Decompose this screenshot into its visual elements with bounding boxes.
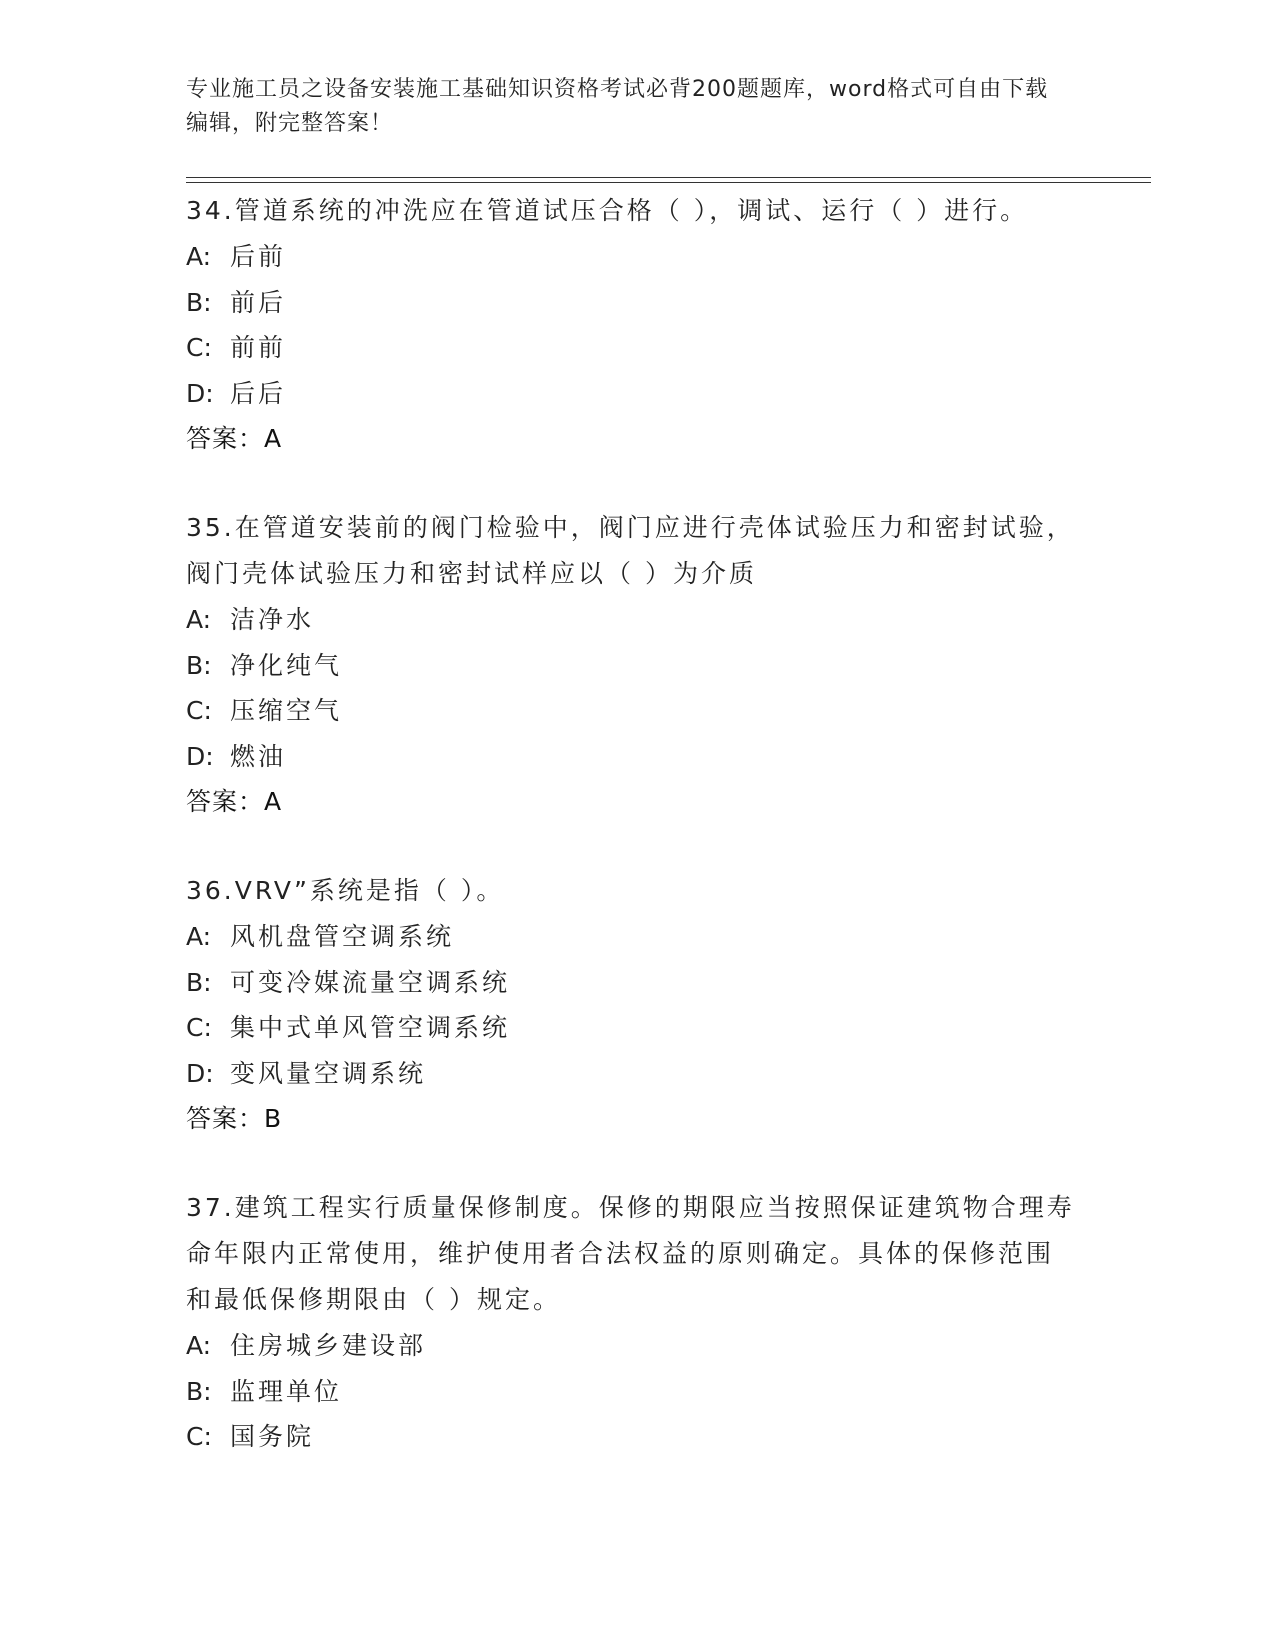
option-text: 变风量空调系统 [230, 1058, 427, 1088]
option-letter: C: [186, 333, 212, 362]
option-d [186, 371, 1076, 417]
option-text: 后后 [230, 378, 287, 408]
option-c [186, 1414, 1076, 1460]
option-text: 前后 [230, 287, 287, 317]
answer-value: A [264, 787, 283, 816]
option-text: 压缩空气 [230, 696, 343, 725]
option-letter: B: [186, 1376, 212, 1406]
question-stem: 36.VRV”系统是指（ ）。 [186, 876, 505, 905]
question-36 [186, 868, 1076, 1142]
question-34 [186, 188, 1076, 462]
option-a [186, 234, 1076, 280]
option-b [186, 280, 1076, 326]
option-a [186, 914, 1076, 960]
option-letter: D: [186, 378, 214, 408]
header-divider-bottom [186, 182, 1151, 183]
option-b [186, 1369, 1076, 1415]
option-text: 净化纯气 [230, 650, 343, 680]
option-b [186, 960, 1076, 1006]
question-list [186, 188, 1076, 1503]
question-stem: 34.管道系统的冲洗应在管道试压合格（ ），调试、运行（ ）进行。 [186, 196, 1029, 225]
option-text: 燃油 [230, 741, 287, 771]
option-text: 监理单位 [230, 1376, 343, 1406]
option-c [186, 688, 1076, 734]
option-a [186, 597, 1076, 643]
option-letter: B: [186, 650, 212, 680]
option-letter: A: [186, 242, 212, 271]
option-c [186, 1005, 1076, 1051]
question-37 [186, 1185, 1076, 1460]
option-text: 后前 [230, 242, 287, 271]
option-text: 国务院 [230, 1422, 315, 1451]
option-text: 风机盘管空调系统 [230, 922, 455, 951]
option-text: 住房城乡建设部 [230, 1331, 427, 1360]
question-stem: 37.建筑工程实行质量保修制度。保修的期限应当按照保证建筑物合理寿命年限内正常使用，维护使用者合法权益的原则确定。具体的保修范围和最低保修期限由（ ）规定。 [186, 1193, 1075, 1314]
answer-line [186, 779, 1076, 825]
document-header: 专业施工员之设备安装施工基础知识资格考试必背200题题库，word格式可自由下载编辑，附完整答案！ [186, 77, 1049, 136]
answer-label: 答案： [186, 1104, 265, 1133]
option-letter: C: [186, 696, 212, 725]
answer-value: B [264, 1104, 283, 1133]
option-letter: C: [186, 1013, 212, 1042]
option-c [186, 325, 1076, 371]
option-d [186, 734, 1076, 780]
option-letter: B: [186, 967, 212, 997]
option-text: 洁净水 [230, 605, 315, 634]
answer-label: 答案： [186, 424, 265, 453]
answer-line [186, 1096, 1076, 1142]
header-divider-top [186, 177, 1151, 178]
option-text: 集中式单风管空调系统 [230, 1013, 511, 1042]
option-text: 可变冷媒流量空调系统 [230, 967, 511, 997]
question-35 [186, 505, 1076, 825]
answer-line [186, 416, 1076, 462]
option-b [186, 643, 1076, 689]
option-a [186, 1323, 1076, 1369]
option-letter: A: [186, 922, 212, 951]
answer-label: 答案： [186, 787, 265, 816]
option-letter: C: [186, 1422, 212, 1451]
option-letter: B: [186, 287, 212, 317]
option-d [186, 1051, 1076, 1097]
option-letter: A: [186, 1331, 212, 1360]
answer-value: A [264, 424, 283, 453]
option-letter: A: [186, 605, 212, 634]
option-letter: D: [186, 741, 214, 771]
question-stem: 35.在管道安装前的阀门检验中，阀门应进行壳体试验压力和密封试验，阀门壳体试验压力和密封试样应以（ ）为介质 [186, 513, 1075, 588]
option-text: 前前 [230, 333, 287, 362]
option-letter: D: [186, 1058, 214, 1088]
